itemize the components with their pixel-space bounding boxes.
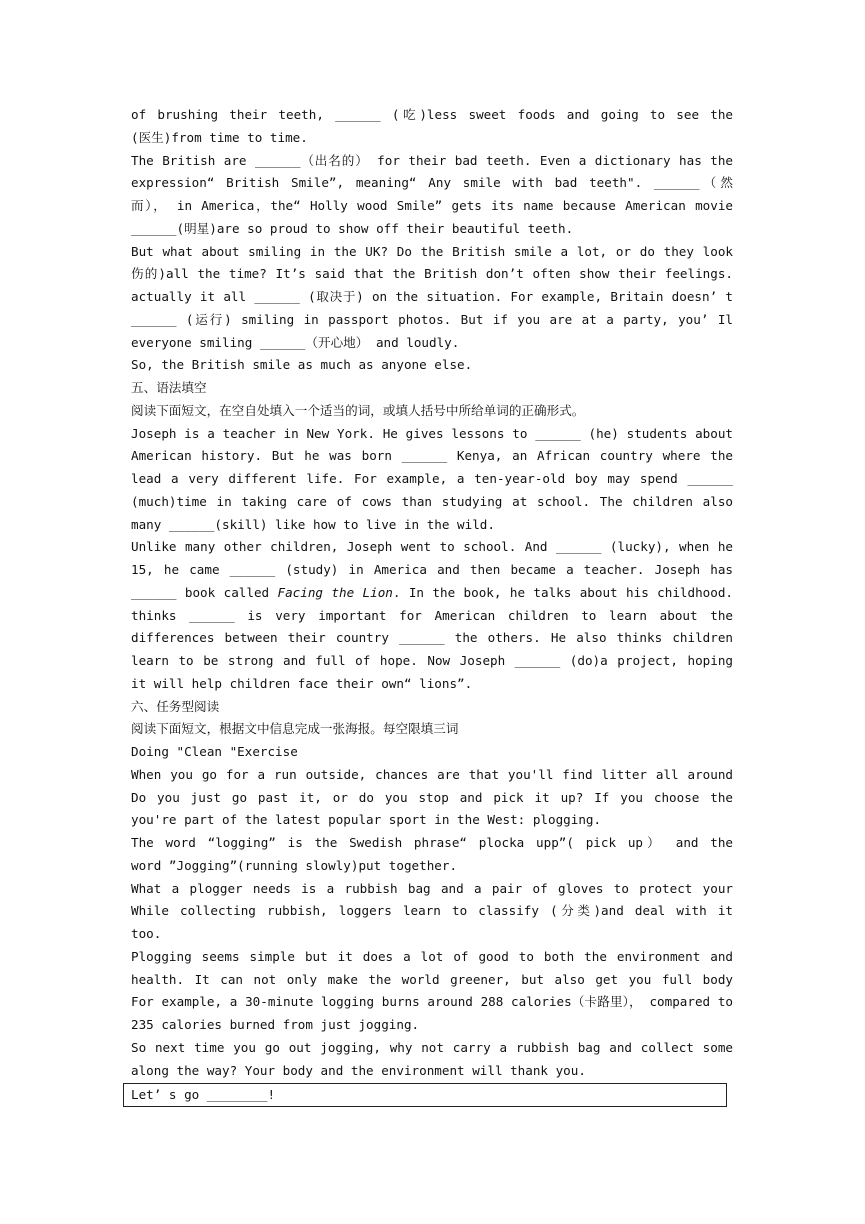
document-body	[131, 104, 733, 1082]
section-grammar-fill	[131, 377, 733, 696]
text-line: Do you just go past it, or do you stop and pick it up? If you choose the	[131, 789, 733, 805]
text-line: Joseph is a teacher in New York. He gives lessons to ______ (he) students about	[131, 425, 733, 441]
section-heading: 五、语法填空	[131, 380, 207, 395]
text-line: expression“ British Smile”, meaning“ Any smile with bad teeth". ______（然	[131, 175, 733, 191]
text-line: 15, he came ______ (study) in America and then became a teacher. Joseph has	[131, 562, 733, 577]
text-line: many ______(skill) like how to live in the wild.	[131, 516, 495, 532]
text-line: 而）， in America，the“ Holly wood Smile” gets its name because American movie	[131, 198, 733, 213]
text-line: The word “logging” is the Swedish phrase“ plocka upp”( pick up） and the	[131, 835, 733, 850]
text-line: actually it all ______ (取决于) on the situation. For example, Britain doesn’ t	[131, 289, 733, 304]
text-line: For example, a 30-minute logging burns around 288 calories（卡路里）， compared to	[131, 994, 733, 1010]
text-line: you're part of the latest popular sport in the West: plogging.	[131, 812, 602, 828]
text-line: too.	[131, 926, 162, 941]
text-line: So, the British smile as much as anyone else.	[131, 357, 473, 373]
passage-title: Doing "Clean "Exercise	[131, 744, 298, 759]
text-line: health. It can not only make the world greener, but also get you full body	[131, 971, 733, 987]
text-line: (much)time in taking care of cows than studying at school. The children also	[131, 493, 733, 509]
text-line: 伤的)all the time? It’s said that the British don’t often show their feelings.	[131, 266, 733, 282]
text-line: What a plogger needs is a rubbish bag and a pair of gloves to protect your	[131, 880, 733, 896]
text-line: word ”Jogging”(running slowly)put together.	[131, 857, 458, 873]
text-line: So next time you go out jogging, why not carry a rubbish bag and collect some	[131, 1039, 733, 1055]
text-line: everyone smiling ______（开心地） and loudly.	[131, 334, 460, 350]
text-line: ______(明星)are so proud to show off their beautiful teeth.	[131, 220, 574, 236]
text-line: But what about smiling in the UK? Do the British smile a lot, or do they look	[131, 243, 733, 259]
book-title: Facing the Lion	[277, 584, 393, 600]
section-instruction: 阅读下面短文，在空自处填入一个适当的词，或填人括号中所给单词的正确形式。	[131, 402, 585, 418]
section-heading: 六、任务型阅读	[131, 698, 220, 714]
text-line: of brushing their teeth, ______ (吃)less sweet foods and going to see the	[131, 107, 733, 122]
text-line: along the way? Your body and the environment will thank you.	[131, 1062, 586, 1078]
text-line: Unlike many other children, Joseph went to school. And ______ (lucky), when he	[131, 539, 733, 555]
text-line: Plogging seems simple but it does a lot of good to both the environment and	[131, 948, 733, 964]
text-line: American history. But he was born ______ Kenya, an African country where the	[131, 448, 733, 464]
section-task-reading	[131, 696, 733, 1083]
poster-box	[123, 1083, 727, 1107]
text-line: The British are ______（出名的） for their bad teeth. Even a dictionary has the	[131, 152, 733, 168]
text-line: 235 calories burned from just jogging.	[131, 1017, 420, 1032]
text-line: lead a very different life. For example, a ten-year-old boy may spend ______	[131, 471, 733, 486]
text-line: thinks ______ is very important for American children to learn about the	[131, 607, 733, 623]
text-segment: ______ book called	[131, 584, 278, 600]
passage-smile	[131, 104, 733, 377]
text-line: it will help children face their own“ lions”.	[131, 675, 473, 691]
text-line: ______ (运行) smiling in passport photos. But if you are at a party, you’ Il	[131, 311, 733, 327]
text-line: differences between their country ______ the others. He also thinks children	[131, 630, 733, 646]
text-line: (医生)from time to time.	[131, 129, 308, 145]
text-line-book	[131, 582, 733, 605]
text-line: learn to be strong and full of hope. Now Joseph ______ (do)a project, hoping	[131, 653, 733, 668]
text-line: When you go for a run outside, chances are that you'll find litter all around	[131, 766, 733, 782]
text-segment: . In the book, he talks about his childhood.	[392, 584, 733, 600]
text-line: While collecting rubbish, loggers learn to classify (分类)and deal with it	[131, 903, 733, 919]
section-instruction: 阅读下面短文，根据文中信息完成一张海报。每空限填三词	[131, 721, 459, 737]
poster-text: Let’ s go ________!	[131, 1087, 276, 1102]
